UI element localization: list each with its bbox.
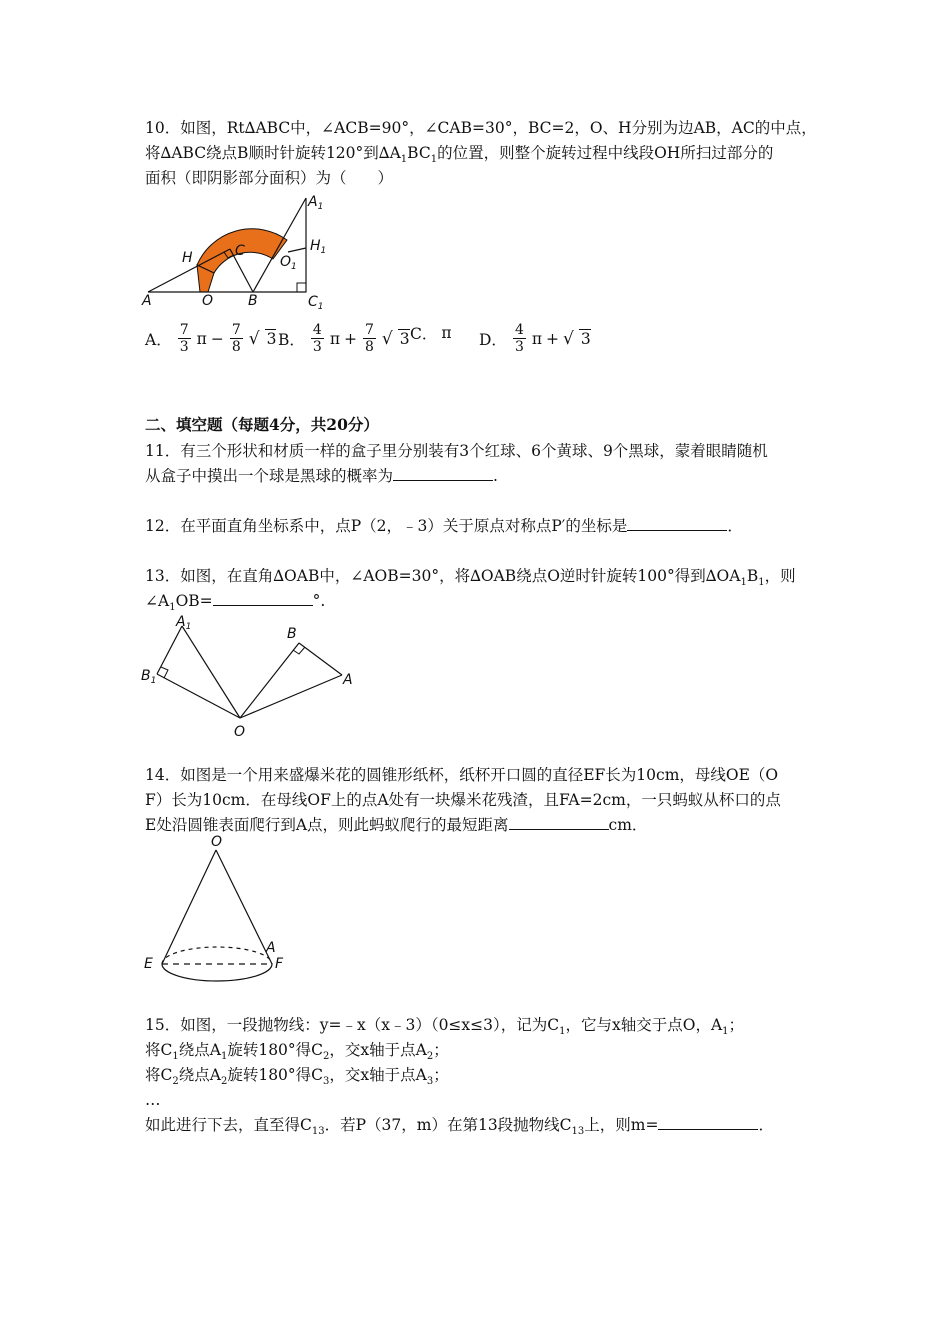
q14-text: cm．	[608, 816, 648, 834]
option-text: π	[441, 324, 452, 342]
radicand: 3	[266, 330, 277, 348]
q13-text: ∠A	[145, 592, 170, 610]
subscript: 1	[758, 577, 765, 589]
subscript: 1	[430, 154, 438, 166]
q15-text: 绕点A	[178, 1066, 221, 1084]
q10-text: BC	[407, 144, 431, 162]
q12-end: ．	[727, 517, 743, 535]
q15-text: ，交x轴于点A	[329, 1066, 427, 1084]
subscript: 1	[169, 602, 176, 614]
line-o1h1	[288, 248, 306, 252]
subscript: 2	[426, 1051, 434, 1063]
q10-text: 的位置，则整个旋转过程中线段OH所扫过部分的	[437, 144, 774, 162]
label-a: A	[343, 672, 353, 688]
fraction	[311, 322, 324, 355]
answer-blank	[393, 466, 493, 481]
q13-text: 13．如图，在直角∆OAB中，∠AOB=30°，将∆OAB绕点O逆时针旋转100°得到∆OA	[145, 567, 741, 585]
subscript: 1	[559, 1026, 566, 1038]
q15-text: 上，则m=	[584, 1116, 659, 1134]
q15-text: ；	[433, 1041, 449, 1059]
radical-sign: √	[381, 328, 393, 349]
numerator: 7	[231, 322, 241, 338]
denominator: 8	[231, 339, 241, 355]
subscript: 2	[220, 1076, 228, 1088]
q15-text: ．若P（37，m）在第13段抛物线C	[324, 1116, 572, 1134]
label-c: C	[235, 243, 245, 259]
subscript: 1	[722, 1026, 729, 1038]
subscript: 1	[220, 1051, 228, 1063]
answer-blank	[627, 516, 727, 531]
denominator: 3	[179, 339, 189, 355]
label-a1: $A_1$	[176, 614, 192, 632]
line-oa	[240, 675, 342, 718]
answer-blank	[213, 591, 313, 606]
label-a1: $A_1$	[308, 194, 324, 212]
option-b	[278, 322, 410, 355]
q15-text: 旋转180°得C	[227, 1066, 324, 1084]
q11-line-1: 11．有三个形状和材质一样的盒子里分别装有3个红球、6个黄球、9个黑球，蒙着眼睛随机	[145, 442, 768, 460]
right-angle-mark	[297, 283, 306, 292]
option-letter: C．	[410, 325, 438, 343]
cone-base-back	[162, 947, 272, 964]
numerator: 4	[312, 322, 322, 338]
q14-line-2: F）长为10cm．在母线OF上的点A处有一块爆米花残渣，且FA=2cm，一只蚂蚁从杯口的点	[145, 791, 781, 809]
subscript: 1	[172, 1051, 179, 1063]
pi-symbol: π	[329, 329, 340, 348]
q15-text: 旋转180°得C	[227, 1041, 324, 1059]
q11-line-2	[145, 465, 498, 487]
radicand: 3	[399, 330, 410, 348]
q10-figure	[140, 190, 360, 315]
q15-text: 15．如图，一段抛物线：y=﹣x（x﹣3）（0≤x≤3），记为C	[145, 1016, 560, 1034]
label-b1: $B_1$	[141, 668, 157, 686]
operator: +	[344, 329, 357, 348]
label-a: A	[142, 293, 152, 309]
q15-line-4: …	[145, 1091, 161, 1109]
subscript: 13	[311, 1126, 325, 1138]
numerator: 4	[514, 322, 524, 338]
label-b: B	[287, 626, 297, 642]
answer-blank	[658, 1115, 758, 1130]
q15-text: ；	[728, 1016, 745, 1034]
line-ba	[299, 643, 342, 675]
q15-text: 将C	[145, 1066, 173, 1084]
pi-symbol: π	[196, 329, 207, 348]
q15-text: ，它与x轴交于点O，A	[565, 1016, 723, 1034]
radical-sign: √	[248, 328, 260, 349]
q14-line-1: 14．如图是一个用来盛爆米花的圆锥形纸杯，纸杯开口圆的直径EF长为10cm，母线OE（O	[145, 766, 779, 784]
q15-line-5	[145, 1114, 774, 1143]
radical-sign: √	[563, 328, 574, 349]
label-b: B	[248, 293, 258, 309]
label-o: O	[202, 293, 214, 309]
q13-text: B	[746, 567, 759, 585]
denominator: 3	[312, 339, 322, 355]
q15-text: 绕点A	[178, 1041, 221, 1059]
denominator: 3	[514, 339, 524, 355]
option-a	[145, 322, 276, 355]
label-a: A	[266, 940, 276, 956]
numerator: 7	[179, 322, 189, 338]
label-c1: $C_1$	[308, 294, 324, 312]
fraction	[178, 322, 191, 355]
denominator: 8	[365, 339, 374, 355]
subscript: 1	[740, 577, 747, 589]
subscript: 13	[571, 1126, 585, 1138]
line-b1o	[157, 674, 240, 718]
subscript: 3	[426, 1076, 434, 1088]
subscript: 1	[400, 154, 408, 166]
q10-line-1: 10．如图，Rt∆ABC中，∠ACB=90°，∠CAB=30°，BC=2，O、H分别为边AB，AC的中点，	[145, 119, 817, 137]
q10-text: 将∆ABC绕点B顺时针旋转120°到∆A	[145, 144, 401, 162]
q15-line-3	[145, 1064, 449, 1093]
q15-text: ；	[433, 1066, 449, 1084]
numerator: 7	[365, 322, 374, 338]
section-heading: 二、填空题（每题4分，共20分）	[145, 415, 379, 434]
q15-text: ．	[758, 1116, 774, 1134]
operator: +	[546, 329, 560, 348]
radicand: 3	[580, 330, 591, 348]
q13-text: OB=	[175, 592, 213, 610]
q13-figure	[138, 612, 363, 740]
q14-text: E处沿圆锥表面爬行到A点，则此蚂蚁爬行的最短距离	[145, 816, 509, 834]
subscript: 3	[323, 1076, 330, 1088]
option-d	[479, 322, 591, 355]
option-letter: A．	[145, 330, 172, 349]
label-o: O	[234, 724, 246, 740]
line-a1o	[182, 626, 240, 718]
pi-symbol: π	[531, 329, 543, 348]
operator: −	[210, 329, 224, 348]
label-o: O	[211, 834, 223, 850]
label-h: H	[182, 250, 193, 266]
answer-blank	[509, 815, 609, 830]
line-ob	[240, 643, 299, 718]
q14-figure	[138, 832, 298, 987]
fraction	[513, 322, 526, 355]
q15-text: ，交x轴于点A	[329, 1041, 427, 1059]
subscript: 2	[172, 1076, 179, 1088]
line-a1b1	[157, 626, 182, 674]
label-e: E	[144, 956, 153, 972]
option-letter: B．	[278, 330, 305, 349]
label-h1: $H_1$	[310, 238, 327, 256]
label-f: F	[275, 956, 284, 972]
q12-text: 12．在平面直角坐标系中，点P（2，﹣3）关于原点对称点P′的坐标是	[145, 517, 628, 535]
option-letter: D．	[479, 330, 507, 349]
q13-text: °.	[312, 592, 326, 610]
q11-text: 从盒子中摸出一个球是黑球的概率为	[145, 467, 394, 485]
label-o1: $O_1$	[280, 254, 297, 272]
q15-text: 将C	[145, 1041, 173, 1059]
q15-text: 如此进行下去，直至得C	[145, 1116, 312, 1134]
fraction	[230, 322, 243, 355]
subscript: 2	[323, 1051, 330, 1063]
q10-line-3: 面积（即阴影部分面积）为（ ）	[145, 169, 394, 187]
cone-base-front	[162, 964, 272, 981]
q13-text: ，则	[764, 567, 796, 585]
fraction	[363, 322, 376, 355]
q11-end: .	[493, 467, 498, 485]
q12-line-1	[145, 515, 743, 537]
option-c	[410, 322, 452, 344]
